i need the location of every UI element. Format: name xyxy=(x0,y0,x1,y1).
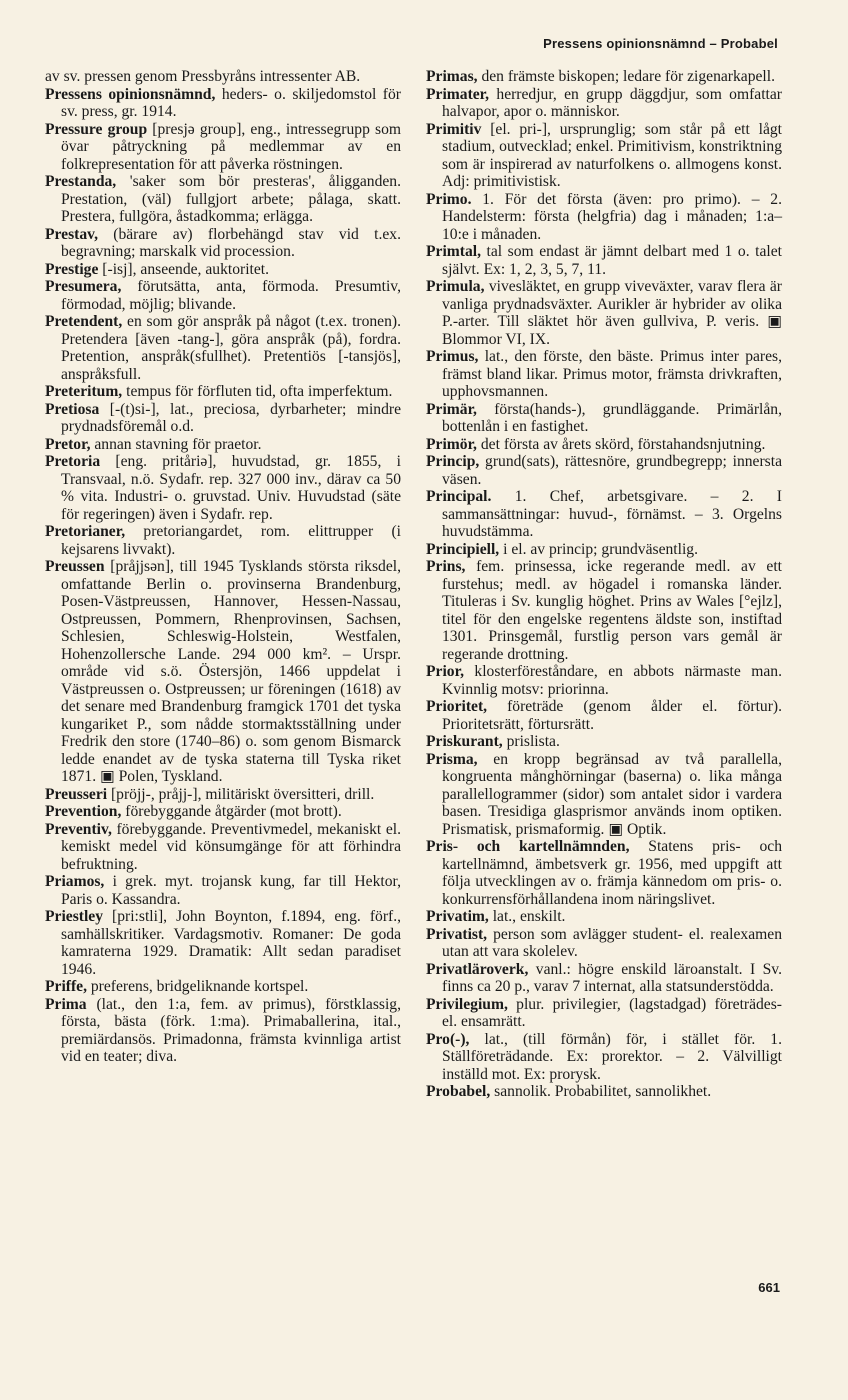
dictionary-entry xyxy=(45,453,401,523)
dictionary-entry xyxy=(426,121,782,191)
entry-text: av sv. pressen genom Pressbyråns intressenter AB. xyxy=(45,68,361,85)
entry-headword: Prisma, xyxy=(426,750,478,768)
entry-headword: Priskurant, xyxy=(426,733,503,750)
dictionary-entry xyxy=(45,523,401,558)
dictionary-entry xyxy=(426,191,782,244)
entry-headword: Primo. xyxy=(426,190,472,208)
entry-text: företräde (genom ålder el. förtur). Prioritetsrätt, förtursrätt. xyxy=(442,698,782,733)
dictionary-entry xyxy=(45,558,401,786)
entry-text: tal som endast är jämnt delbart med 1 o. talet självt. Ex: 1, 2, 3, 5, 7, 11. xyxy=(442,243,782,278)
entry-text: pretoriangardet, rom. elittrupper (i kejsarens livvakt). xyxy=(61,523,401,558)
dictionary-entry xyxy=(45,313,401,383)
entry-headword: Priamos, xyxy=(45,873,105,890)
entry-text: vanl.: högre enskild läroanstalt. I Sv. finns ca 20 p., varav 7 internat, alla statsunderstödda. xyxy=(442,960,782,995)
dictionary-entry xyxy=(426,698,782,733)
entry-text: vivesläktet, en grupp viveväxter, varav flera är vanliga prydnadsväxter. Aurikler är hybrider av olika P.-arter. Till släktet hör även gullviva, P. veris. ▣ Blommor VI, IX. xyxy=(442,278,782,348)
dictionary-entry xyxy=(426,838,782,908)
entry-headword: Pretoria xyxy=(45,453,101,470)
entry-text: 1. För det första (även: pro primo). – 2. Handelsterm: första (helgfria) dag i månaden; 1:a–10:e i månaden. xyxy=(442,190,782,243)
entry-text: första(hands-), grundläggande. Primärlån, bottenlån i en fastighet. xyxy=(442,400,782,435)
dictionary-entry xyxy=(45,261,401,279)
entry-headword: Pretorianer, xyxy=(45,523,126,540)
entry-headword: Princip, xyxy=(426,453,480,470)
entry-text: lat., enskilt. xyxy=(488,908,566,925)
entry-headword: Primula, xyxy=(426,278,485,295)
entry-headword: Preusseri xyxy=(45,785,108,803)
entry-text: Statens pris- och kartellnämnd, ämbetsverk gr. 1956, med uppgift att följa utvecklingen av o. främja kännedom om pris- o. konkurrensförhållandena inom näringslivet. xyxy=(442,838,782,908)
entry-headword: Prioritet, xyxy=(426,698,488,715)
entry-headword: Preventiv, xyxy=(45,820,112,838)
entry-headword: Primitiv xyxy=(426,120,482,138)
dictionary-entry xyxy=(45,996,401,1066)
entry-text: en som gör anspråk på något (t.ex. tronen). Pretendera [även -tang-], göra anspråk (på), fordra. Pretention, anspråk(sfullhet). Pretentiös [-tansjös], anspråksfull. xyxy=(61,313,401,383)
right-column xyxy=(426,68,782,1101)
entry-headword: Presumera, xyxy=(45,278,122,295)
entry-text: förebyggande. Preventivmedel, mekaniskt el. kemiskt medel vid könsumgänge för att förhindra befruktning. xyxy=(61,820,401,873)
dictionary-entry xyxy=(45,68,401,86)
dictionary-entry xyxy=(426,1031,782,1084)
entry-headword: Primus, xyxy=(426,348,479,365)
entry-headword: Prevention, xyxy=(45,803,122,820)
entry-headword: Privatläroverk, xyxy=(426,960,529,978)
dictionary-entry xyxy=(426,488,782,541)
dictionary-entry xyxy=(426,558,782,663)
entry-text: annan stavning för praetor. xyxy=(90,435,262,453)
entry-headword: Privatim, xyxy=(426,908,489,925)
entry-text: 1. Chef, arbetsgivare. – 2. I sammansättningar: huvud-, förnämst. – 3. Orgelns huvudstämma. xyxy=(442,488,782,540)
dictionary-entry xyxy=(45,226,401,261)
entry-headword: Priestley xyxy=(45,908,104,925)
entry-headword: Privilegium, xyxy=(426,995,508,1013)
entry-text: förebyggande åtgärder (mot brott). xyxy=(121,803,342,820)
entry-text: lat., (till förmån) för, i stället för. 1. Ställföreträdande. Ex: prorektor. – 2. Välvilligt inställd mot. Ex: prorysk. xyxy=(442,1030,782,1083)
entry-text: en kropp begränsad av två parallella, kongruenta månghörningar (baserna) o. lika många parallellogrammer (sidor) som antalet sidor i vardera basen. Tresidiga glasprismor används inom optiken. Prismatisk, prismaformig. ▣ Optik. xyxy=(442,750,782,838)
entry-text: [presjə group], eng., intressegrupp som övar påtryckning på medlemmar av en folkrepresentation för att påverka röstningen. xyxy=(61,120,402,173)
entry-text: [el. pri-], ursprunglig; som står på ett lågt stadium, outvecklad; enkel. Primitivism, konstriktning som är inspirerad av naturfolkens o. allmogens konst. Adj: primitivistisk. xyxy=(442,120,783,190)
entry-text: [eng. pritåriə], huvudstad, gr. 1855, i Transvaal, n.ö. Sydafr. rep. 327 000 inv., därav ca 50 % vita. Industri- o. gruvstad. Univ. Huvudstad (säte för regeringen) även i Sydafr. rep. xyxy=(61,453,401,523)
entry-headword: Principal. xyxy=(426,488,492,505)
dictionary-entry xyxy=(426,961,782,996)
dictionary-entry xyxy=(45,383,401,401)
dictionary-entry xyxy=(45,978,401,996)
entry-text: förutsätta, anta, förmoda. Presumtiv, förmodad, möjlig; blivande. xyxy=(61,278,401,313)
entry-headword: Prins, xyxy=(426,558,466,575)
entry-headword: Preteritum, xyxy=(45,383,123,400)
dictionary-entry xyxy=(426,908,782,926)
page-number: 661 xyxy=(758,1280,780,1295)
entry-text: i grek. myt. trojansk kung, far till Hektor, Paris o. Kassandra. xyxy=(61,873,401,908)
dictionary-entry xyxy=(45,173,401,226)
dictionary-entry xyxy=(426,348,782,401)
entry-text: [-isj], anseende, auktoritet. xyxy=(98,260,270,278)
dictionary-entry xyxy=(426,436,782,454)
entry-headword: Probabel, xyxy=(426,1083,491,1100)
entry-text: (bärare av) florbehängd stav vid t.ex. begravning; marskalk vid procession. xyxy=(61,225,401,260)
entry-headword: Primär, xyxy=(426,400,477,418)
entry-headword: Prima xyxy=(45,995,87,1013)
entry-headword: Primater, xyxy=(426,85,490,103)
entry-headword: Priffe, xyxy=(45,978,87,995)
entry-text: heders- o. skiljedomstol för sv. press, gr. 1914. xyxy=(61,85,401,120)
running-head: Pressens opinionsnämnd – Probabel xyxy=(543,36,778,51)
entry-text: fem. prinsessa, icke regerande medl. av ett furstehus; medl. av högadel i romanska länder. Tituleras i Sv. kunglig höghet. Prins av Wales [°ejlz], titel för den engelske regentens äldste son, instiftad 1301. Prinsgemål, furstlig person vars gemål är regerande drottning. xyxy=(442,558,782,663)
entry-headword: Principiell, xyxy=(426,540,500,558)
entry-headword: Primtal, xyxy=(426,243,481,260)
entry-text: person som avlägger student- el. realexamen utan att vara skolelev. xyxy=(442,925,782,960)
entry-headword: Prestanda, xyxy=(45,173,117,190)
dictionary-entry xyxy=(426,86,782,121)
entry-text: prislista. xyxy=(502,733,560,750)
dictionary-entry xyxy=(426,68,782,86)
entry-headword: Pretiosa xyxy=(45,400,100,418)
entry-headword: Prior, xyxy=(426,663,464,680)
entry-headword: Primas, xyxy=(426,68,478,85)
dictionary-entry xyxy=(45,908,401,978)
dictionary-entry xyxy=(45,278,401,313)
dictionary-entry xyxy=(426,663,782,698)
entry-headword: Prestige xyxy=(45,260,99,278)
entry-text: lat., den förste, den bäste. Primus inter pares, främst bland likar. Primus motor, främsta drivkraften, upphovsmannen. xyxy=(442,348,782,400)
entry-headword: Pressens opinionsnämnd, xyxy=(45,85,216,103)
entry-text: (lat., den 1:a, fem. av primus), förstklassig, första, bästa (förk. 1:ma). Primaballerina, ital., premiärdansös. Primadonna, främsta kvinnliga artist vid en teater; diva. xyxy=(61,995,401,1065)
entry-headword: Pretendent, xyxy=(45,313,123,330)
entry-headword: Privatist, xyxy=(426,925,488,943)
dictionary-entry xyxy=(426,401,782,436)
entry-text: [pråjjsən], till 1945 Tysklands största riksdel, omfattande Berlin o. provinserna Brandenburg, Posen-Västpreussen, Hannover, Hessen-Nassau, Ostpreussen, Pommern, Rhenprovinsen, Sachsen, Schlesien, Schleswig-Holstein, Westfalen, Hohenzollersche Lande. 294 000 km². – Urspr. område vid s.ö. Östersjön, 1466 uppdelat i Västpreussen o. Ostpreussen; ur föreningen (1618) av det senare med Brandenburg framgick 1701 det tyska kungariket P., som nådde stormaktsställning under Fredrik den store (1740–86) o. som genom Bismarck ledde enandet av de tyska staterna till Tyska riket 1871. ▣ Polen, Tyskland. xyxy=(61,558,401,785)
entry-text: i el. av princip; grundväsentlig. xyxy=(499,540,698,558)
entry-text: [pröjj-, pråjj-], militäriskt översitteri, drill. xyxy=(107,785,375,803)
entry-headword: Primör, xyxy=(426,435,477,453)
dictionary-entry xyxy=(426,453,782,488)
dictionary-entry xyxy=(45,821,401,874)
entry-headword: Pretor, xyxy=(45,435,91,453)
entry-text: plur. privilegier, (lagstadgad) företrädes- el. ensamrätt. xyxy=(442,995,782,1030)
dictionary-entry xyxy=(45,786,401,804)
dictionary-entry xyxy=(426,541,782,559)
entry-text: det första av årets skörd, förstahandsnjutning. xyxy=(476,435,766,453)
entry-text: klosterföreståndare, en abbots närmaste man. Kvinnlig motsv: priorinna. xyxy=(442,663,782,698)
entry-text: [pri:stli], John Boynton, f.1894, eng. förf., samhällskritiker. Vardagsmotiv. Romaner: De goda kamraterna 1929. Dramatik: Allt sedan paradiset 1946. xyxy=(61,908,401,978)
entry-text: herredjur, en grupp däggdjur, som omfattar halvapor, apor o. människor. xyxy=(442,85,782,120)
entry-text: preferens, bridgeliknande kortspel. xyxy=(86,978,309,995)
entry-headword: Pris- och kartellnämnden, xyxy=(426,838,630,855)
dictionary-entry xyxy=(45,86,401,121)
entry-headword: Prestav, xyxy=(45,225,98,243)
dictionary-entry xyxy=(426,926,782,961)
entry-text: den främste biskopen; ledare för zigenarkapell. xyxy=(477,68,776,85)
entry-headword: Pro(-), xyxy=(426,1030,470,1048)
entry-text: [-(t)si-], lat., preciosa, dyrbarheter; mindre prydnadsföremål o.d. xyxy=(61,400,401,435)
dictionary-entry xyxy=(45,436,401,454)
dictionary-entry xyxy=(45,401,401,436)
dictionary-entry xyxy=(426,243,782,278)
left-column xyxy=(45,68,401,1066)
dictionary-entry xyxy=(426,751,782,839)
dictionary-entry xyxy=(45,873,401,908)
entry-headword: Pressure group xyxy=(45,120,148,138)
dictionary-entry xyxy=(426,733,782,751)
dictionary-entry xyxy=(45,121,401,174)
dictionary-entry xyxy=(426,278,782,348)
dictionary-entry xyxy=(426,1083,782,1101)
entry-text: 'saker som bör presteras', åligganden. Prestation, (väl) fullgjort arbete; pålaga, skatt. Prestera, fullgöra, åstadkomma; erlägga. xyxy=(61,173,401,225)
entry-text: tempus för förfluten tid, ofta imperfektum. xyxy=(122,383,393,400)
entry-text: sannolik. Probabilitet, sannolikhet. xyxy=(490,1083,712,1100)
entry-headword: Preussen xyxy=(45,558,105,575)
dictionary-entry xyxy=(426,996,782,1031)
entry-text: grund(sats), rättesnöre, grundbegrepp; innersta väsen. xyxy=(442,453,782,488)
dictionary-entry xyxy=(45,803,401,821)
